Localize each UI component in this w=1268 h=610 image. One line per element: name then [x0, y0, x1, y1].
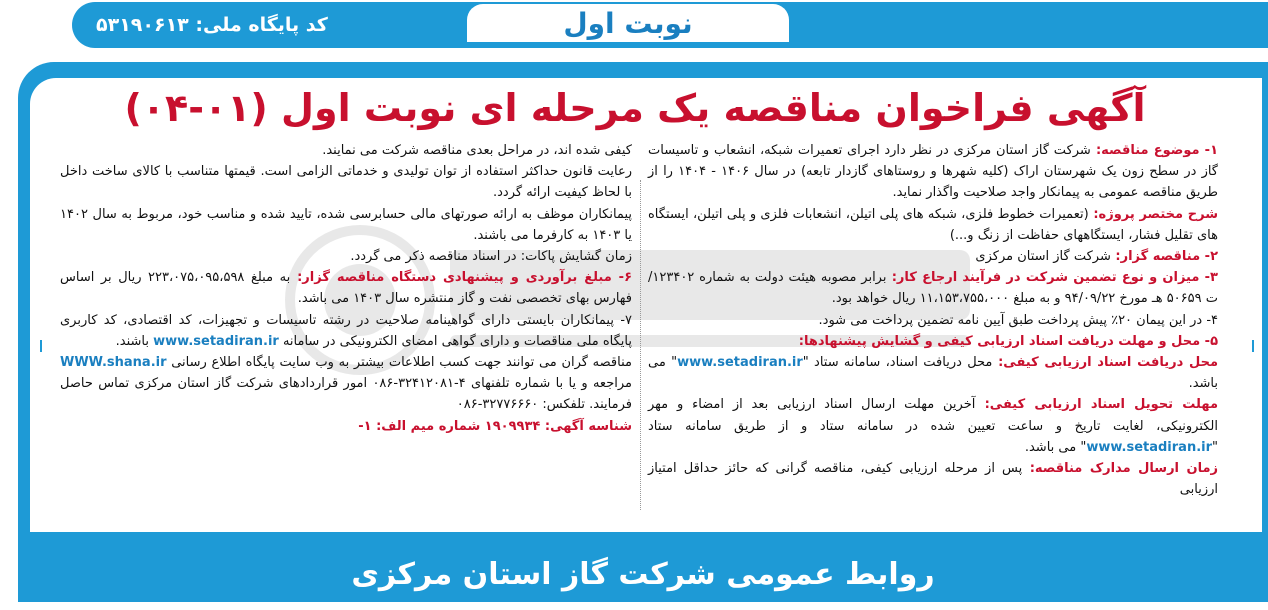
ad-title: آگهی فراخوان مناقصه یک مرحله ای نوبت اول (۰۱-۰۴)	[124, 86, 1146, 130]
round-box	[467, 4, 789, 42]
submission-time: زمان ارسال مدارک مناقصه: پس از مرحله ارزیابی کیفی، مناقصه گرانی که حائز حداقل امتیاز ارزیابی	[648, 461, 1218, 498]
setad-link[interactable]: www.setadiran.ir	[1086, 439, 1213, 455]
prepayment: ۴- در این پیمان ۲۰٪ پیش پرداخت طبق آیین نامه تضمین پرداخت می شود.	[818, 312, 1218, 328]
estimate-amount: ۶- مبلغ برآوردی و پیشنهادی دستگاه مناقصه گزار: به مبلغ ۲۲۳،۰۷۵،۰۹۵،۵۹۸ ریال بر اساس فهارس بهای تخصصی نفت و گاز منتشره سال ۱۴۰۳ می باشد.	[60, 270, 632, 307]
contact-info: مناقصه گران می توانند جهت کسب اطلاعات بیشتر به وب سایت پایگاه اطلاع رسانی WWW.shana.ir مراجعه و یا با شماره تلفنهای ۴-۳۲۴۱۲۰۸۱-۰۸۶ امور قراردادهای شرکت گاز استان مرکزی تماس حاصل فرمایند. تلفکس: ۳۲۷۷۶۶۶۰-۰۸۶	[60, 355, 632, 413]
project-summary: شرح مختصر پروژه: (تعمیرات خطوط فلزی، شبکه های پلی اتیلن، انشعابات فلزی و پلی اتیلن، ایستگاه های تقلیل فشار، ایستگاههای حفاظت از زنگ و...)	[648, 206, 1218, 243]
setad-link[interactable]: www.setadiran.ir	[677, 355, 803, 371]
right-edge-mark	[1244, 340, 1254, 352]
left-column	[60, 140, 632, 437]
contractor-requirements: ۷- پیمانکاران بایستی دارای گواهینامه صلاحیت در رشته تاسیسات و تجهیزات، کد اقتصادی، کد کاربری پایگاه ملی مناقصات و دارای گواهی امضای الکترونیکی در سامانه www.setadiran.ir باشند.	[60, 312, 632, 349]
footer-bar	[18, 548, 1268, 600]
column-divider	[640, 180, 641, 510]
left-edge-mark	[40, 340, 50, 352]
opening-time: زمان گشایش پاکات: در اسناد مناقصه ذکر می گردد.	[350, 249, 632, 265]
docs-location: محل دریافت اسناد ارزیابی کیفی: محل دریافت اسناد، سامانه ستاد "www.setadiran.ir" می باشد.	[648, 355, 1218, 392]
round-label: نوبت اول	[563, 6, 693, 40]
financial-note: پیمانکاران موظف به ارائه صورتهای مالی حسابرسی شده، تایید شده و مناسب خود، مربوط به سال ۱۴۰۲ یا ۱۴۰۳ به کارفرما می باشند.	[60, 206, 632, 243]
ad-id: شناسه آگهی: ۱۹۰۹۹۳۴ شماره میم الف: ۱-	[358, 418, 632, 434]
domestic-note: رعایت قانون حداکثر استفاده از توان تولیدی و خدماتی الزامی است. قیمتها متناسب با کالای ساخت داخل با لحاظ کیفیت ارائه گردد.	[60, 164, 632, 201]
guarantee: ۳- میزان و نوع تضمین شرکت در فرآیند ارجاع کار: برابر مصوبه هیئت دولت به شماره ۱۲۳۴۰۲/ت ۵۰۶۵۹ هـ مورخ ۹۴/۰۹/۲۲ و به مبلغ ۱۱،۱۵۳،۷۵۵،۰۰۰ ریال خواهد بود.	[648, 270, 1218, 307]
docs-deadline: مهلت تحویل اسناد ارزیابی کیفی: آخرین مهلت ارسال اسناد ارزیابی بعد از امضاء و مهر الکترونیکی، لغایت تاریخ و ساعت تعیین شده در سامانه ستاد و از طریق سامانه ستاد "www.setadiran.ir" می باشد.	[648, 397, 1218, 455]
tenderer: ۲- مناقصه گزار: شرکت گاز استان مرکزی	[975, 249, 1218, 265]
footer-text: روابط عمومی شرکت گاز استان مرکزی	[351, 556, 935, 592]
shana-link[interactable]: WWW.shana.ir	[60, 355, 167, 371]
tender-subject: ۱- موضوع مناقصه: شرکت گاز استان مرکزی در نظر دارد اجرای تعمیرات شبکه، انشعاب و تاسیسات گاز در سطح زون یک شهرستان اراک (کلیه شهرها و روستاهای گازدار تابعه) در سال ۱۴۰۶ - ۱۴۰۴ را از طریق مناقصه عمومی به پیمانکار واجد صلاحیت واگذار نماید.	[648, 143, 1218, 201]
right-column	[648, 140, 1218, 500]
national-code: کد پایگاه ملی: ۵۳۱۹۰۶۱۳	[96, 14, 328, 36]
setad-link[interactable]: www.setadiran.ir	[153, 333, 279, 349]
docs-heading: ۵- محل و مهلت دریافت اسناد ارزیابی کیفی و گشایش پیشنهادها:	[798, 333, 1218, 349]
qualified-note: کیفی شده اند، در مراحل بعدی مناقصه شرکت می نمایند.	[322, 143, 632, 158]
